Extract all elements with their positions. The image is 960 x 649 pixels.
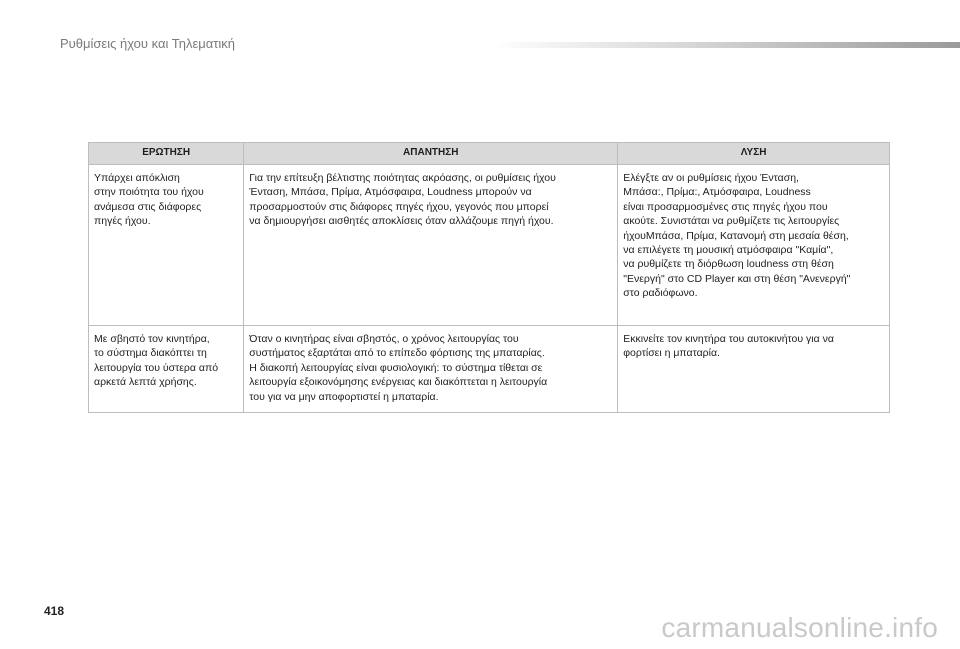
solution-cell: Εκκινείτε τον κινητήρα του αυτοκινήτου για να φορτίσει η μπαταρία. <box>618 326 890 413</box>
faq-table <box>88 142 890 413</box>
answer-cell: Όταν ο κινητήρας είναι σβηστός, ο χρόνος λειτουργίας του συστήματος εξαρτάται από το επίπεδο φόρτισης της μπαταρίας. Η διακοπή λειτουργίας είναι φυσιολογική: το σύστημα τίθεται σε λειτουργία εξοικονόμησης ενέργειας και διακόπτεται η λειτουργία του για να μην αποφορτιστεί η μπαταρία. <box>244 326 618 413</box>
question-cell: Με σβηστό τον κινητήρα, το σύστημα διακόπτει τη λειτουργία του ύστερα από αρκετά λεπτά χρήσης. <box>89 326 244 413</box>
table-row <box>89 165 890 326</box>
column-header-answer: ΑΠΑΝΤΗΣΗ <box>244 143 618 165</box>
column-header-solution: ΛΥΣΗ <box>618 143 890 165</box>
answer-cell: Για την επίτευξη βέλτιστης ποιότητας ακρόασης, οι ρυθμίσεις ήχου Ένταση, Μπάσα, Πρίμα, Ατμόσφαιρα, Loudness μπορούν να προσαρμοστούν στις διάφορες πηγές ήχου, γεγονός που μπορεί να δημιουργήσει αισθητές αποκλίσεις όταν αλλάζουμε πηγή ήχου. <box>244 165 618 326</box>
question-cell: Υπάρχει απόκλιση στην ποιότητα του ήχου ανάμεσα στις διάφορες πηγές ήχου. <box>89 165 244 326</box>
solution-cell: Ελέγξτε αν οι ρυθμίσεις ήχου Ένταση, Μπάσα:, Πρίμα:, Ατμόσφαιρα, Loudness είναι προσαρμοσμένες στις πηγές ήχου που ακούτε. Συνιστάται να ρυθμίζετε τις λειτουργίες ήχουΜπάσα, Πρίμα, Κατανομή στη μεσαία θέση, να επιλέγετε τη μουσική ατμόσφαιρα "Καμία", να ρυθμίζετε τη διόρθωση loudness στη θέση "Ενεργή" στο CD Player και στη θέση "Ανενεργή" στο ραδιόφωνο. <box>618 165 890 326</box>
table-header-row <box>89 143 890 165</box>
page-number: 418 <box>44 604 65 618</box>
page-header-title: Ρυθμίσεις ήχου και Τηλεματική <box>60 36 236 51</box>
table-row <box>89 326 890 413</box>
column-header-question: ΕΡΩΤΗΣΗ <box>89 143 244 165</box>
watermark-text: carmanualsonline.info <box>661 612 938 643</box>
header-divider-bar <box>490 42 960 48</box>
